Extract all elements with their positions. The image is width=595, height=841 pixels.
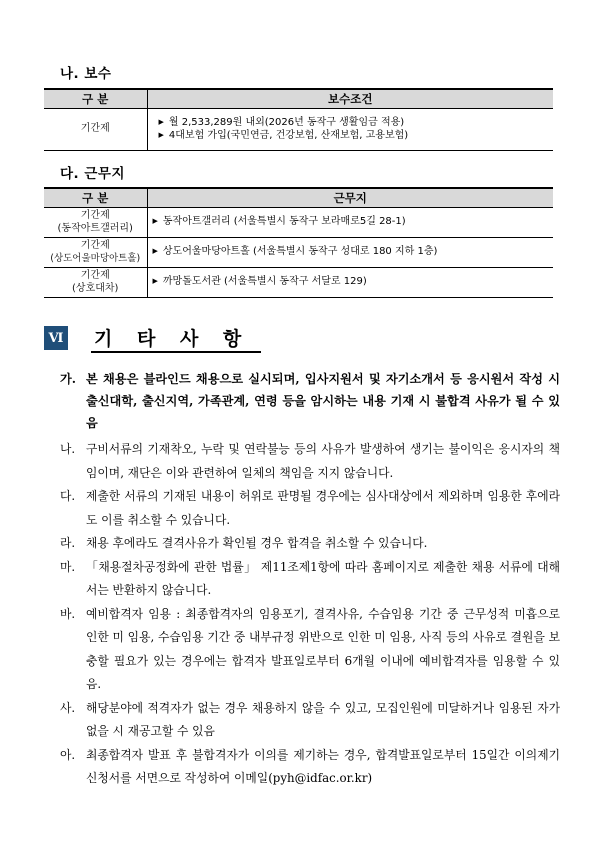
notice-list: [60, 368, 560, 791]
row-place: (상도어울마당아트홀): [50, 252, 141, 264]
row-place: (상호대차): [72, 282, 119, 294]
list-item: [60, 485, 560, 532]
table-row: [44, 268, 553, 298]
pay-conditions-cell: [147, 109, 553, 151]
address: 까망돌도서관 (서울특별시 동작구 서달로 129): [162, 276, 367, 288]
row-type: 기간제: [44, 109, 147, 151]
pay-line: 월 2,533,289원 내외(2026년 동작구 생활임금 적용): [168, 117, 405, 128]
row-type: 기간제: [80, 210, 110, 221]
table-header-row: [44, 89, 553, 109]
item-text: 구비서류의 기재착오, 누락 및 연락불능 등의 사유가 발생하여 생기는 불이익은 응시자의 책임이며, 재단은 이와 관련하여 일체의 책임을 지지 않습니다.: [86, 442, 560, 480]
pay-table: [44, 88, 553, 151]
triangle-bullet-icon: ▶: [158, 118, 164, 126]
header-workplace: 근무지: [147, 188, 553, 208]
address-cell: [147, 208, 553, 238]
section-underline: [91, 351, 261, 353]
triangle-bullet-icon: ▶: [158, 130, 164, 139]
pay-line: 4대보험 가입(국민연금, 건강보험, 산재보험, 고용보험): [168, 129, 409, 141]
workplace-table: [44, 187, 553, 298]
item-marker: 아.: [60, 747, 76, 762]
table-row: [44, 238, 553, 268]
table-header-row: [44, 188, 553, 208]
list-item: [60, 744, 560, 791]
row-type: 기간제: [80, 270, 110, 281]
list-item: [60, 532, 560, 556]
address-cell: [147, 238, 553, 268]
header-category: 구 분: [44, 188, 147, 208]
triangle-bullet-icon: ▶: [152, 247, 158, 256]
row-type-cell: [44, 238, 147, 268]
item-marker: 마.: [60, 559, 76, 574]
list-item: [60, 438, 560, 485]
item-text: 본 채용은 블라인드 채용으로 실시되며, 입사지원서 및 자기소개서 등 응시원서 작성 시 출신대학, 출신지역, 가족관계, 연령 등을 암시하는 내용 기재 시 불합격 사유가 될 수 있음: [86, 372, 560, 430]
list-item: [60, 603, 560, 697]
item-text: 해당분야에 적격자가 없는 경우 채용하지 않을 수 있고, 모집인원에 미달하거나 임용된 자가 없을 시 재공고할 수 있음: [86, 700, 560, 738]
section-heading: [44, 322, 251, 354]
item-text: 최종합격자 발표 후 불합격자가 이의를 제기하는 경우, 합격발표일로부터 15일간 이의제기신청서를 서면으로 작성하여 이메일(pyh@idfac.or.kr): [86, 747, 560, 785]
header-pay-conditions: 보수조건: [147, 89, 553, 109]
item-marker: 사.: [60, 700, 76, 715]
item-text: 예비합격자 임용 : 최종합격자의 임용포기, 결격사유, 수습임용 기간 중 근무성적 미흡으로 인한 미 임용, 수습임용 기간 중 내부규정 위반으로 인한 미 임용, 사직 등의 사유로 결원을 보충할 필요가 있는 경우에는 합격자 발표일로부터 6개월 이내에 예비합격자를 임용할 수 있음.: [86, 606, 560, 691]
address: 동작아트갤러리 (서울특별시 동작구 보라매로5길 28-1): [162, 216, 406, 228]
section-number-badge: Ⅵ: [44, 326, 68, 350]
row-type: 기간제: [80, 240, 110, 252]
row-type-cell: [44, 268, 147, 298]
item-marker: 나.: [60, 442, 76, 456]
item-marker: 가.: [60, 372, 77, 386]
pay-heading: 나. 보수: [60, 66, 112, 82]
item-marker: 바.: [60, 606, 76, 621]
address: 상도어울마당아트홀 (서울특별시 동작구 성대로 180 지하 1층): [162, 246, 438, 258]
triangle-bullet-icon: ▶: [152, 217, 158, 226]
item-marker: 라.: [60, 536, 76, 550]
item-marker: 다.: [60, 489, 76, 503]
item-text: 채용 후에라도 결격사유가 확인될 경우 합격을 취소할 수 있습니다.: [86, 536, 428, 550]
list-item: [60, 556, 560, 603]
table-row: [44, 109, 553, 151]
address-cell: [147, 268, 553, 298]
item-text: 「채용절차공정화에 관한 법률」 제11조제1항에 따라 홈페이지로 제출한 채용 서류에 대해서는 반환하지 않습니다.: [86, 559, 560, 597]
table-row: [44, 208, 553, 238]
header-category: 구 분: [44, 89, 147, 109]
list-item: [60, 697, 560, 744]
triangle-bullet-icon: ▶: [152, 277, 158, 286]
row-place: (동작아트갤러리): [57, 222, 133, 234]
list-item: [60, 368, 560, 434]
item-text: 제출한 서류의 기재된 내용이 허위로 판명될 경우에는 심사대상에서 제외하며 임용한 후에라도 이를 취소할 수 있습니다.: [86, 489, 560, 527]
workplace-heading: 다. 근무지: [60, 166, 125, 182]
section-title: 기 타 사 항: [94, 328, 251, 350]
row-type-cell: [44, 208, 147, 238]
